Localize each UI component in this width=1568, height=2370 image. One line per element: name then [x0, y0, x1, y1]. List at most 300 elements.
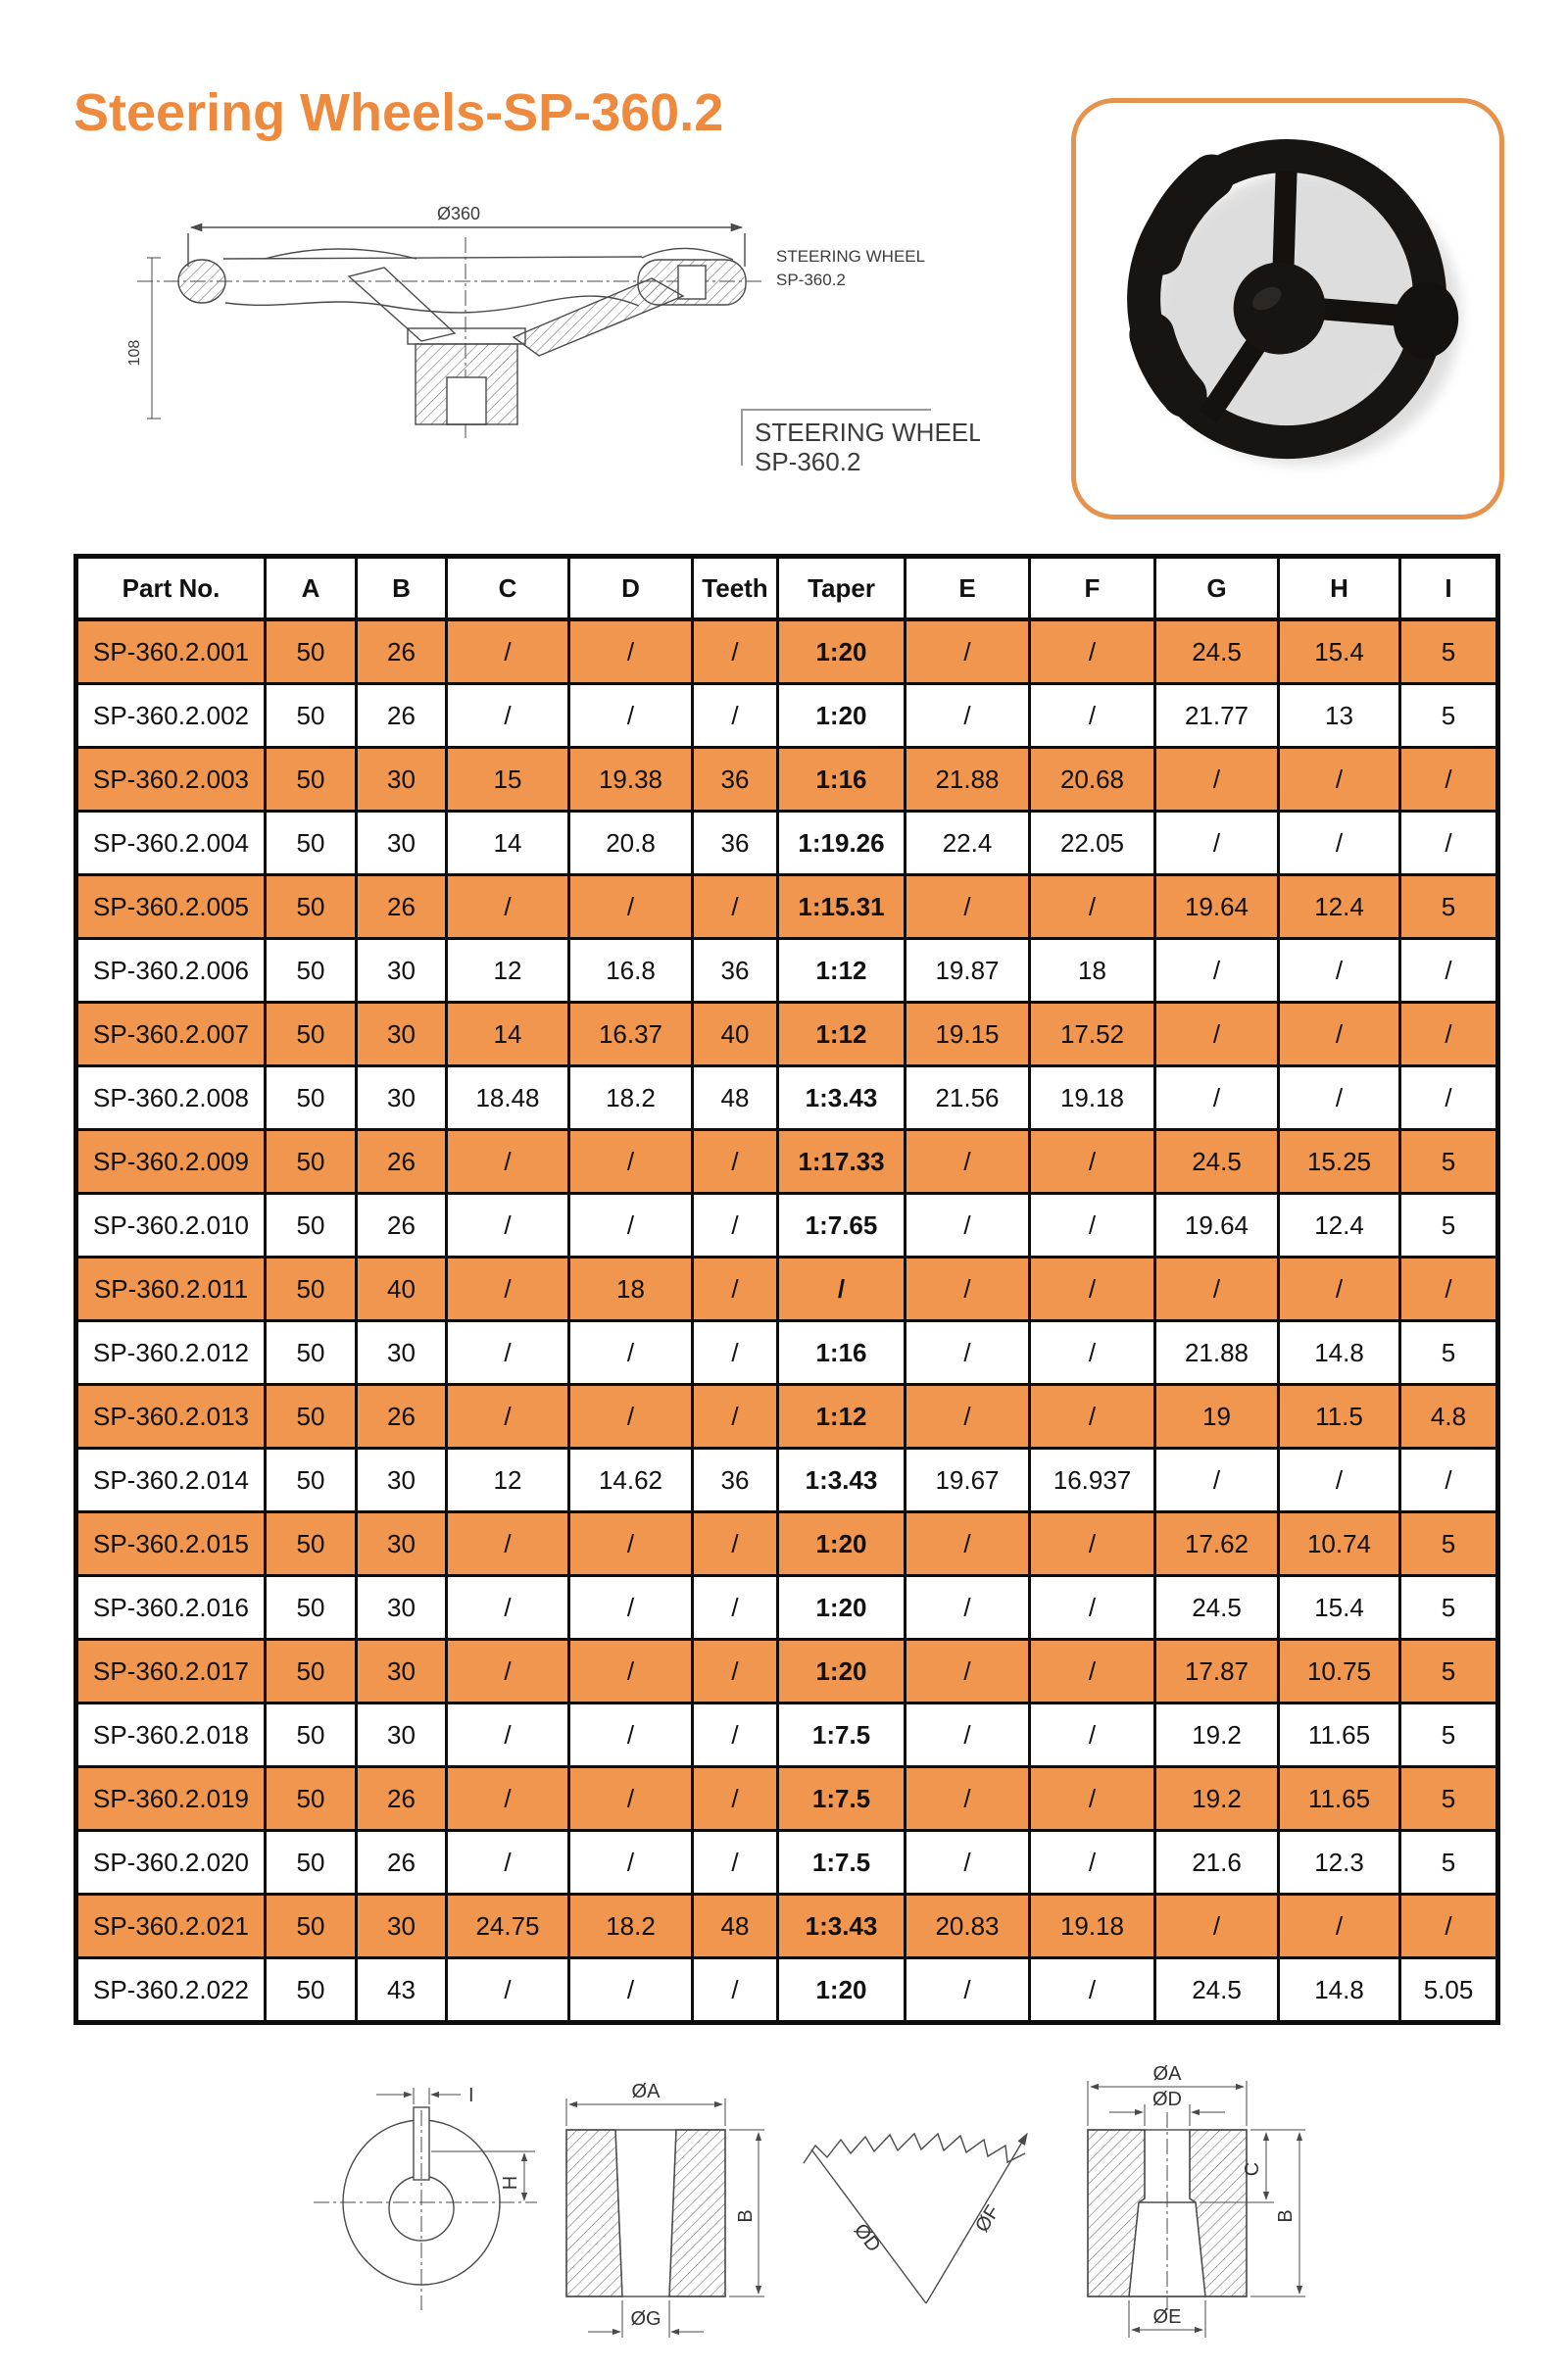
header-row: [76, 557, 1498, 620]
table-cell: /: [447, 1321, 569, 1385]
table-cell: 50: [266, 1258, 357, 1321]
table-cell: /: [906, 1958, 1030, 2023]
column-header-c: C: [447, 557, 569, 620]
table-cell: 48: [693, 1895, 778, 1958]
table-row: [76, 684, 1498, 748]
fig4-dim-c: C: [1242, 2161, 1263, 2177]
table-cell: 1:20: [778, 684, 906, 748]
table-cell: /: [906, 684, 1030, 748]
part-number: SP-360.2.011: [76, 1258, 266, 1321]
table-cell: 19.64: [1155, 875, 1279, 939]
table-cell: 30: [357, 812, 447, 875]
table-cell: 50: [266, 1767, 357, 1831]
table-cell: 50: [266, 1512, 357, 1576]
table-cell: /: [569, 1321, 693, 1385]
table-cell: 50: [266, 1194, 357, 1258]
table-cell: /: [906, 1640, 1030, 1703]
table-row: [76, 1576, 1498, 1640]
table-cell: 13: [1279, 684, 1400, 748]
table-cell: /: [693, 1130, 778, 1194]
table-cell: /: [447, 875, 569, 939]
table-cell: 5: [1400, 1130, 1498, 1194]
column-header-h: H: [1279, 557, 1400, 620]
table-cell: 19.64: [1155, 1194, 1279, 1258]
table-cell: /: [447, 1194, 569, 1258]
part-number: SP-360.2.004: [76, 812, 266, 875]
table-cell: 36: [693, 812, 778, 875]
table-cell: /: [1400, 1066, 1498, 1130]
table-cell: /: [778, 1258, 906, 1321]
column-header-e: E: [906, 557, 1030, 620]
fig4-dim-b: B: [1275, 2209, 1297, 2223]
table-cell: 14: [447, 1003, 569, 1066]
table-row: [76, 1512, 1498, 1576]
table-cell: /: [569, 1130, 693, 1194]
table-cell: /: [1400, 1449, 1498, 1512]
table-cell: /: [447, 684, 569, 748]
table-cell: 50: [266, 1066, 357, 1130]
table-cell: /: [569, 619, 693, 684]
table-cell: 5: [1400, 1767, 1498, 1831]
table-cell: /: [1030, 1194, 1155, 1258]
table-cell: /: [906, 1258, 1030, 1321]
table-cell: 20.8: [569, 812, 693, 875]
table-cell: 1:12: [778, 939, 906, 1003]
table-cell: /: [693, 875, 778, 939]
table-cell: /: [1030, 1831, 1155, 1895]
product-photo-frame: [1071, 98, 1504, 519]
table-cell: 50: [266, 1703, 357, 1767]
table-cell: /: [906, 1512, 1030, 1576]
table-cell: 1:15.31: [778, 875, 906, 939]
table-cell: /: [1155, 1895, 1279, 1958]
table-cell: 1:19.26: [778, 812, 906, 875]
table-cell: 1:20: [778, 1640, 906, 1703]
table-cell: 15.4: [1279, 619, 1400, 684]
part-number: SP-360.2.003: [76, 748, 266, 812]
table-cell: /: [906, 1576, 1030, 1640]
part-number: SP-360.2.009: [76, 1130, 266, 1194]
table-cell: /: [569, 684, 693, 748]
table-cell: /: [569, 1194, 693, 1258]
fig3-dim-d: ØD: [849, 2219, 885, 2256]
table-cell: 36: [693, 748, 778, 812]
table-cell: 30: [357, 939, 447, 1003]
table-cell: /: [1155, 1066, 1279, 1130]
technical-drawing: [78, 167, 980, 529]
table-cell: 26: [357, 875, 447, 939]
table-cell: /: [1030, 619, 1155, 684]
spec-table: [74, 554, 1500, 2025]
table-cell: 16.937: [1030, 1449, 1155, 1512]
part-number: SP-360.2.005: [76, 875, 266, 939]
table-cell: /: [447, 1130, 569, 1194]
table-cell: 16.8: [569, 939, 693, 1003]
table-cell: 1:3.43: [778, 1895, 906, 1958]
table-cell: /: [1030, 1640, 1155, 1703]
table-cell: 17.62: [1155, 1512, 1279, 1576]
table-cell: 5: [1400, 1640, 1498, 1703]
table-row: [76, 1640, 1498, 1703]
part-number: SP-360.2.007: [76, 1003, 266, 1066]
table-cell: /: [1400, 939, 1498, 1003]
table-cell: 19.18: [1030, 1066, 1155, 1130]
table-cell: 26: [357, 619, 447, 684]
fig4-dim-e: ØE: [1152, 2306, 1182, 2328]
table-cell: 5: [1400, 1576, 1498, 1640]
table-cell: 30: [357, 1640, 447, 1703]
table-cell: 1:7.5: [778, 1767, 906, 1831]
table-cell: /: [693, 1258, 778, 1321]
table-cell: 21.77: [1155, 684, 1279, 748]
column-header-g: G: [1155, 557, 1279, 620]
table-cell: /: [693, 1831, 778, 1895]
drawing-boxed-label-line2: SP-360.2: [755, 447, 861, 476]
table-cell: 5: [1400, 1703, 1498, 1767]
table-cell: /: [1030, 1321, 1155, 1385]
fig4-dim-a: ØA: [1152, 2063, 1182, 2085]
part-number: SP-360.2.019: [76, 1767, 266, 1831]
table-cell: 21.88: [906, 748, 1030, 812]
table-cell: 15.4: [1279, 1576, 1400, 1640]
table-cell: 1:20: [778, 1958, 906, 2023]
column-header-d: D: [569, 557, 693, 620]
table-row: [76, 1258, 1498, 1321]
table-cell: 5: [1400, 875, 1498, 939]
table-cell: /: [906, 1130, 1030, 1194]
table-cell: 21.88: [1155, 1321, 1279, 1385]
table-cell: 1:7.5: [778, 1703, 906, 1767]
table-row: [76, 1449, 1498, 1512]
part-number: SP-360.2.010: [76, 1194, 266, 1258]
table-cell: 5: [1400, 1512, 1498, 1576]
part-number: SP-360.2.013: [76, 1385, 266, 1449]
table-cell: 36: [693, 1449, 778, 1512]
table-cell: 18: [1030, 939, 1155, 1003]
table-cell: /: [1030, 1512, 1155, 1576]
table-row: [76, 1831, 1498, 1895]
table-row: [76, 875, 1498, 939]
table-cell: /: [1030, 1385, 1155, 1449]
table-row: [76, 812, 1498, 875]
part-number: SP-360.2.016: [76, 1576, 266, 1640]
table-cell: 17.52: [1030, 1003, 1155, 1066]
table-cell: /: [569, 1576, 693, 1640]
table-cell: 5: [1400, 1321, 1498, 1385]
fig1-dim-i: I: [468, 2085, 474, 2106]
table-cell: /: [1155, 748, 1279, 812]
spec-table-wrap: [74, 554, 1497, 2025]
part-number: SP-360.2.002: [76, 684, 266, 748]
table-cell: 30: [357, 1576, 447, 1640]
table-cell: /: [693, 1640, 778, 1703]
table-cell: /: [1155, 1258, 1279, 1321]
column-header-i: I: [1400, 557, 1498, 620]
table-cell: /: [693, 1321, 778, 1385]
table-cell: /: [1030, 1258, 1155, 1321]
table-cell: 21.56: [906, 1066, 1030, 1130]
column-header-b: B: [357, 557, 447, 620]
table-cell: 26: [357, 1767, 447, 1831]
table-cell: /: [1030, 1767, 1155, 1831]
table-cell: /: [1030, 684, 1155, 748]
table-cell: 50: [266, 1130, 357, 1194]
table-cell: 22.4: [906, 812, 1030, 875]
table-cell: 17.87: [1155, 1640, 1279, 1703]
table-cell: 26: [357, 1385, 447, 1449]
table-cell: 1:17.33: [778, 1130, 906, 1194]
drawing-diameter-dim: Ø360: [436, 204, 481, 223]
fig2-dim-g: ØG: [630, 2308, 662, 2330]
table-cell: /: [1155, 939, 1279, 1003]
table-cell: /: [906, 875, 1030, 939]
table-cell: 14.62: [569, 1449, 693, 1512]
table-cell: /: [569, 1512, 693, 1576]
table-row: [76, 619, 1498, 684]
table-cell: 20.68: [1030, 748, 1155, 812]
column-header-a: A: [266, 557, 357, 620]
table-row: [76, 939, 1498, 1003]
table-cell: 50: [266, 875, 357, 939]
table-cell: 1:12: [778, 1385, 906, 1449]
fig2-dim-a: ØA: [631, 2081, 661, 2102]
dimension-diagrams-svg: [176, 2053, 1392, 2362]
table-cell: 11.5: [1279, 1385, 1400, 1449]
part-number: SP-360.2.021: [76, 1895, 266, 1958]
table-cell: 10.75: [1279, 1640, 1400, 1703]
table-cell: /: [1400, 1895, 1498, 1958]
table-cell: 19.18: [1030, 1895, 1155, 1958]
table-cell: 26: [357, 1831, 447, 1895]
table-cell: 5.05: [1400, 1958, 1498, 2023]
table-cell: /: [906, 1385, 1030, 1449]
steering-wheel-photo: [1076, 103, 1499, 515]
table-cell: /: [1279, 1895, 1400, 1958]
drawing-label-line1: STEERING WHEEL: [776, 247, 926, 266]
table-cell: 14.8: [1279, 1321, 1400, 1385]
table-cell: /: [693, 1958, 778, 2023]
part-number: SP-360.2.012: [76, 1321, 266, 1385]
table-cell: 5: [1400, 1194, 1498, 1258]
table-cell: 26: [357, 1130, 447, 1194]
part-number: SP-360.2.020: [76, 1831, 266, 1895]
table-cell: /: [447, 1703, 569, 1767]
table-cell: /: [693, 619, 778, 684]
fig1-dim-h: H: [500, 2175, 521, 2191]
table-cell: 30: [357, 1321, 447, 1385]
table-cell: 19.2: [1155, 1767, 1279, 1831]
table-cell: 18: [569, 1258, 693, 1321]
table-cell: /: [906, 1831, 1030, 1895]
table-cell: 5: [1400, 684, 1498, 748]
table-cell: 50: [266, 1385, 357, 1449]
table-cell: 30: [357, 1449, 447, 1512]
table-cell: /: [693, 1767, 778, 1831]
table-cell: /: [693, 684, 778, 748]
table-cell: 24.5: [1155, 1130, 1279, 1194]
table-cell: /: [447, 1512, 569, 1576]
table-cell: /: [1030, 1958, 1155, 2023]
drawing-height-dim: 108: [126, 339, 143, 367]
table-cell: 5: [1400, 619, 1498, 684]
table-cell: /: [447, 1831, 569, 1895]
table-cell: /: [1279, 748, 1400, 812]
table-cell: 1:20: [778, 1576, 906, 1640]
column-header-teeth: Teeth: [693, 557, 778, 620]
table-cell: /: [447, 1958, 569, 2023]
table-cell: 14.8: [1279, 1958, 1400, 2023]
table-cell: 11.65: [1279, 1703, 1400, 1767]
table-cell: /: [569, 1385, 693, 1449]
table-cell: 1:12: [778, 1003, 906, 1066]
table-cell: /: [569, 1703, 693, 1767]
table-cell: /: [1030, 875, 1155, 939]
table-row: [76, 1130, 1498, 1194]
table-cell: /: [1400, 1258, 1498, 1321]
table-cell: /: [906, 619, 1030, 684]
table-cell: 48: [693, 1066, 778, 1130]
part-number: SP-360.2.015: [76, 1512, 266, 1576]
table-cell: /: [447, 1385, 569, 1449]
table-cell: 30: [357, 1703, 447, 1767]
table-cell: 5: [1400, 1831, 1498, 1895]
fig2-dim-b: B: [735, 2209, 757, 2223]
table-cell: 19.87: [906, 939, 1030, 1003]
table-row: [76, 748, 1498, 812]
table-cell: 12.3: [1279, 1831, 1400, 1895]
table-cell: /: [906, 1767, 1030, 1831]
table-cell: 24.5: [1155, 1958, 1279, 2023]
table-cell: 50: [266, 1576, 357, 1640]
table-cell: /: [569, 1640, 693, 1703]
page-title: Steering Wheels-SP-360.2: [74, 83, 724, 143]
table-row: [76, 1895, 1498, 1958]
part-number: SP-360.2.018: [76, 1703, 266, 1767]
table-cell: 43: [357, 1958, 447, 2023]
table-cell: 26: [357, 1194, 447, 1258]
table-cell: 19.67: [906, 1449, 1030, 1512]
table-cell: 22.05: [1030, 812, 1155, 875]
table-cell: /: [447, 1258, 569, 1321]
table-cell: /: [1400, 812, 1498, 875]
table-cell: /: [1155, 1449, 1279, 1512]
table-cell: 40: [693, 1003, 778, 1066]
table-row: [76, 1958, 1498, 2023]
table-cell: 11.65: [1279, 1767, 1400, 1831]
table-cell: /: [693, 1576, 778, 1640]
table-cell: 26: [357, 684, 447, 748]
table-cell: /: [1030, 1576, 1155, 1640]
table-cell: 12.4: [1279, 875, 1400, 939]
table-cell: 40: [357, 1258, 447, 1321]
table-cell: /: [447, 1576, 569, 1640]
table-cell: 20.83: [906, 1895, 1030, 1958]
fig3-dim-f: ØF: [971, 2201, 1004, 2237]
table-cell: 24.5: [1155, 619, 1279, 684]
table-body: [76, 619, 1498, 2023]
part-number: SP-360.2.008: [76, 1066, 266, 1130]
dimension-diagrams: [176, 2053, 1392, 2362]
table-cell: 15.25: [1279, 1130, 1400, 1194]
table-cell: 10.74: [1279, 1512, 1400, 1576]
table-cell: /: [447, 619, 569, 684]
table-cell: /: [1155, 812, 1279, 875]
table-cell: 1:7.65: [778, 1194, 906, 1258]
table-cell: /: [1155, 1003, 1279, 1066]
table-cell: 1:3.43: [778, 1066, 906, 1130]
part-number: SP-360.2.017: [76, 1640, 266, 1703]
table-cell: 50: [266, 1640, 357, 1703]
table-cell: 19.2: [1155, 1703, 1279, 1767]
table-row: [76, 1703, 1498, 1767]
table-cell: /: [1279, 939, 1400, 1003]
table-cell: 30: [357, 1895, 447, 1958]
part-number: SP-360.2.022: [76, 1958, 266, 2023]
table-cell: 30: [357, 1066, 447, 1130]
table-cell: 24.75: [447, 1895, 569, 1958]
table-cell: 50: [266, 748, 357, 812]
table-cell: /: [906, 1321, 1030, 1385]
fig4-dim-d: ØD: [1152, 2089, 1182, 2110]
table-cell: 50: [266, 1895, 357, 1958]
table-cell: 50: [266, 1321, 357, 1385]
table-cell: /: [693, 1385, 778, 1449]
part-number: SP-360.2.014: [76, 1449, 266, 1512]
table-cell: 36: [693, 939, 778, 1003]
table-cell: 30: [357, 748, 447, 812]
table-cell: 50: [266, 1003, 357, 1066]
table-cell: 12: [447, 1449, 569, 1512]
table-cell: 50: [266, 1831, 357, 1895]
table-cell: 50: [266, 684, 357, 748]
part-number: SP-360.2.006: [76, 939, 266, 1003]
table-cell: 30: [357, 1512, 447, 1576]
drawing-label-line2: SP-360.2: [776, 271, 846, 289]
table-cell: 21.6: [1155, 1831, 1279, 1895]
table-cell: /: [693, 1512, 778, 1576]
table-cell: /: [1400, 748, 1498, 812]
table-cell: 16.37: [569, 1003, 693, 1066]
side-view-drawing-svg: [78, 167, 980, 529]
table-cell: 1:7.5: [778, 1831, 906, 1895]
table-cell: /: [693, 1194, 778, 1258]
table-cell: 14: [447, 812, 569, 875]
table-cell: 50: [266, 1449, 357, 1512]
table-cell: /: [447, 1640, 569, 1703]
table-cell: 19.15: [906, 1003, 1030, 1066]
table-cell: /: [1279, 1449, 1400, 1512]
table-cell: 1:16: [778, 748, 906, 812]
table-cell: /: [906, 1194, 1030, 1258]
part-number: SP-360.2.001: [76, 619, 266, 684]
table-cell: /: [906, 1703, 1030, 1767]
table-cell: /: [447, 1767, 569, 1831]
table-cell: /: [693, 1703, 778, 1767]
table-cell: /: [1030, 1703, 1155, 1767]
column-header-f: F: [1030, 557, 1155, 620]
table-row: [76, 1194, 1498, 1258]
table-row: [76, 1767, 1498, 1831]
table-cell: /: [569, 1831, 693, 1895]
column-header-part-no: Part No.: [76, 557, 266, 620]
table-cell: 12: [447, 939, 569, 1003]
table-cell: /: [1279, 1066, 1400, 1130]
table-cell: /: [1279, 812, 1400, 875]
table-cell: 1:3.43: [778, 1449, 906, 1512]
column-header-taper: Taper: [778, 557, 906, 620]
table-cell: 4.8: [1400, 1385, 1498, 1449]
table-row: [76, 1003, 1498, 1066]
